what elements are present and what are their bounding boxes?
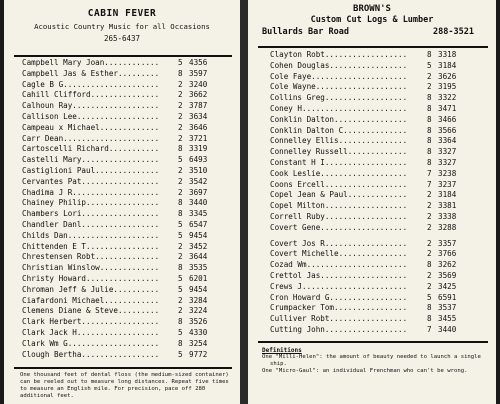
listing-number: 3697 bbox=[189, 187, 208, 197]
listing-number: 3184 bbox=[438, 60, 457, 70]
listing-number: 9454 bbox=[189, 230, 208, 240]
listing-prefix-code: 2 bbox=[427, 211, 432, 221]
listing-row bbox=[248, 260, 496, 271]
listing-name: Covert Michelle............... bbox=[270, 249, 408, 259]
listing-number: 3662 bbox=[189, 90, 208, 100]
listing-name: Calhoun Ray................... bbox=[22, 101, 160, 111]
listing-name: Cole Wayne.................... bbox=[270, 82, 408, 92]
listing-prefix-code: 8 bbox=[178, 198, 183, 208]
listing-name: Copel Milton.................. bbox=[270, 201, 408, 211]
listing-prefix-code: 2 bbox=[427, 201, 432, 211]
listing-number: 3597 bbox=[189, 68, 208, 78]
listing-name: Crumpacker Tom................ bbox=[270, 303, 408, 313]
listing-name: Cohen Douglas................. bbox=[270, 60, 408, 70]
listing-prefix-code: 8 bbox=[178, 263, 183, 273]
listing-row bbox=[248, 61, 496, 72]
listing-row bbox=[248, 303, 496, 314]
listing-row bbox=[4, 90, 240, 101]
listing-number: 3766 bbox=[438, 249, 457, 259]
listing-prefix-code: 2 bbox=[178, 176, 183, 186]
listing-name: Childs Dan.................... bbox=[22, 230, 160, 240]
listing-name: Campbell Jas & Esther......... bbox=[22, 68, 160, 78]
listing-prefix-code: 8 bbox=[427, 114, 432, 124]
listing-name: Clayton Robt.................. bbox=[270, 50, 408, 59]
listing-name: Christy Howard................ bbox=[22, 273, 160, 283]
listing-prefix-code: 2 bbox=[178, 306, 183, 316]
listing-row bbox=[248, 282, 496, 293]
listing-number: 3634 bbox=[189, 111, 208, 121]
listing-row bbox=[4, 242, 240, 253]
listing-number: 6591 bbox=[438, 292, 457, 302]
listing-prefix-code: 5 bbox=[427, 60, 432, 70]
listing-row bbox=[248, 223, 496, 234]
listing-number: 3452 bbox=[189, 241, 208, 251]
listing-number: 3288 bbox=[438, 222, 457, 232]
listing-name: Ciafardoni Michael............ bbox=[22, 295, 160, 305]
listing-number: 3644 bbox=[189, 252, 208, 262]
listing-row bbox=[4, 177, 240, 188]
ad-tagline: Custom Cut Logs & Lumber bbox=[310, 15, 434, 25]
listing-name: Clark Herbert................. bbox=[22, 317, 160, 327]
listing-row bbox=[248, 82, 496, 93]
listing-row bbox=[248, 180, 496, 191]
listing-row bbox=[4, 188, 240, 199]
listing-row bbox=[4, 263, 240, 274]
listing-prefix-code: 2 bbox=[427, 281, 432, 291]
listing-row bbox=[248, 201, 496, 212]
listing-row bbox=[248, 169, 496, 180]
divider bbox=[258, 341, 488, 343]
listing-number: 3237 bbox=[438, 179, 457, 189]
listing-number: 3626 bbox=[438, 71, 457, 81]
listing-number: 3510 bbox=[189, 165, 208, 175]
listing-number: 3569 bbox=[438, 270, 457, 280]
ad-address: Bullards Bar Road bbox=[262, 27, 349, 37]
listing-prefix-code: 8 bbox=[178, 209, 183, 219]
listing-row bbox=[4, 252, 240, 263]
listing-prefix-code: 8 bbox=[427, 314, 432, 324]
listing-number: 3526 bbox=[189, 317, 208, 327]
listing-name: Chittenden E T................ bbox=[22, 241, 160, 251]
listing-name: Conklin Dalton C.............. bbox=[270, 125, 408, 135]
listing-number: 3254 bbox=[189, 338, 208, 348]
browns-ad bbox=[248, 4, 496, 37]
listing-prefix-code: 8 bbox=[178, 317, 183, 327]
listing-row bbox=[248, 293, 496, 304]
listing-prefix-code: 8 bbox=[178, 68, 183, 78]
listing-name: Castiglioni Paul.............. bbox=[22, 165, 160, 175]
listing-name: Cron Howard G................. bbox=[270, 292, 408, 302]
listing-prefix-code: 2 bbox=[178, 111, 183, 121]
listing-row bbox=[248, 212, 496, 223]
listing-name: Cook Leslie................... bbox=[270, 168, 408, 178]
listing-row bbox=[4, 58, 240, 69]
listing-row bbox=[248, 72, 496, 83]
listing-row bbox=[248, 136, 496, 147]
listing-number: 9454 bbox=[189, 284, 208, 294]
listing-row bbox=[4, 166, 240, 177]
definitions-heading: Definitions bbox=[262, 347, 302, 354]
listing-name: Cervantes Pat................. bbox=[22, 176, 160, 186]
listing-prefix-code: 5 bbox=[178, 273, 183, 283]
listing-prefix-code: 2 bbox=[427, 238, 432, 248]
listing-row bbox=[248, 50, 496, 61]
listing-row bbox=[4, 144, 240, 155]
listing-number: 3322 bbox=[438, 93, 457, 103]
listing-number: 3425 bbox=[438, 281, 457, 291]
listing-number: 3566 bbox=[438, 125, 457, 135]
listing-name: Cagle B G..................... bbox=[22, 79, 160, 89]
listing-prefix-code: 8 bbox=[178, 144, 183, 154]
listing-number: 3440 bbox=[189, 198, 208, 208]
listing-number: 3646 bbox=[189, 122, 208, 132]
listing-number: 3338 bbox=[438, 211, 457, 221]
listing-row bbox=[248, 325, 496, 336]
listing-prefix-code: 8 bbox=[427, 147, 432, 157]
listing-name: Cartoscelli Richard........... bbox=[22, 144, 160, 154]
listing-name: Coons Ercell.................. bbox=[270, 179, 408, 189]
listing-row bbox=[4, 155, 240, 166]
listing-prefix-code: 2 bbox=[178, 241, 183, 251]
listing-number: 6493 bbox=[189, 155, 208, 165]
listing-prefix-code: 8 bbox=[427, 50, 432, 59]
listing-prefix-code: 2 bbox=[178, 101, 183, 111]
listing-prefix-code: 2 bbox=[427, 82, 432, 92]
listing-prefix-code: 7 bbox=[427, 168, 432, 178]
listing-row bbox=[248, 190, 496, 201]
listing-prefix-code: 2 bbox=[178, 187, 183, 197]
listing-number: 3345 bbox=[189, 209, 208, 219]
listing-prefix-code: 8 bbox=[178, 338, 183, 348]
listing-prefix-code: 7 bbox=[427, 179, 432, 189]
listing-row bbox=[4, 123, 240, 134]
listing-number: 3535 bbox=[189, 263, 208, 273]
listing-number: 4330 bbox=[189, 327, 208, 337]
listing-name: Crews J....................... bbox=[270, 281, 408, 291]
listing-number: 9772 bbox=[189, 349, 208, 359]
listing-name: Clark Wm G.................... bbox=[22, 338, 160, 348]
listing-number: 3381 bbox=[438, 201, 457, 211]
listing-name: Cahill Clifford............... bbox=[22, 90, 160, 100]
listing-prefix-code: 2 bbox=[178, 252, 183, 262]
listing-prefix-code: 8 bbox=[427, 303, 432, 313]
listing-number: 3721 bbox=[189, 133, 208, 143]
listing-name: Covert Gene................... bbox=[270, 222, 408, 232]
divider bbox=[14, 55, 232, 57]
listing-number: 3284 bbox=[189, 295, 208, 305]
listing-row bbox=[4, 134, 240, 145]
listing-prefix-code: 2 bbox=[178, 90, 183, 100]
listing-name: Correll Ruby.................. bbox=[270, 211, 408, 221]
listing-number: 3466 bbox=[438, 114, 457, 124]
listing-row bbox=[4, 296, 240, 307]
listing-row bbox=[4, 350, 240, 361]
book-gutter bbox=[240, 0, 248, 404]
listing-row bbox=[4, 328, 240, 339]
listing-name: Conklin Dalton................ bbox=[270, 114, 408, 124]
listing-number: 3471 bbox=[438, 103, 457, 113]
listing-prefix-code: 2 bbox=[178, 133, 183, 143]
listing-prefix-code: 2 bbox=[178, 79, 183, 89]
listing-name: Clark Jack H.................. bbox=[22, 327, 160, 337]
listing-prefix-code: 2 bbox=[178, 122, 183, 132]
listing-row bbox=[248, 126, 496, 137]
listing-name: Connelley Ellis............... bbox=[270, 136, 408, 146]
listing-prefix-code: 8 bbox=[427, 157, 432, 167]
listing-row bbox=[4, 80, 240, 91]
listing-name: Callison Lee.................. bbox=[22, 111, 160, 121]
listing-number: 3542 bbox=[189, 176, 208, 186]
listing-number: 4356 bbox=[189, 58, 208, 67]
listing-name: Copel Jean & Paul............. bbox=[270, 190, 408, 200]
listing-number: 3319 bbox=[189, 144, 208, 154]
listing-number: 6201 bbox=[189, 273, 208, 283]
listing-number: 6547 bbox=[189, 219, 208, 229]
listing-prefix-code: 2 bbox=[427, 71, 432, 81]
listing-name: Chrestensen Robt.............. bbox=[22, 252, 160, 262]
listing-prefix-code: 8 bbox=[427, 93, 432, 103]
listing-prefix-code: 2 bbox=[427, 222, 432, 232]
listing-prefix-code: 2 bbox=[178, 295, 183, 305]
listing-row bbox=[248, 158, 496, 169]
listing-row bbox=[248, 93, 496, 104]
listing-name: Campeau x Michael............. bbox=[22, 122, 160, 132]
listing-prefix-code: 5 bbox=[178, 155, 183, 165]
listing-number: 3327 bbox=[438, 157, 457, 167]
listing-row bbox=[4, 112, 240, 123]
listing-row bbox=[248, 147, 496, 158]
listing-row bbox=[248, 314, 496, 325]
listing-row bbox=[248, 249, 496, 260]
listing-row bbox=[4, 274, 240, 285]
listing-prefix-code: 5 bbox=[178, 230, 183, 240]
listing-row bbox=[248, 239, 496, 250]
ad-tagline: Acoustic Country Music for all Occasions bbox=[34, 22, 210, 31]
listing-name: Chadima J R................... bbox=[22, 187, 160, 197]
listing-name: Chambers Lori................. bbox=[22, 209, 160, 219]
listing-name: Coney H....................... bbox=[270, 103, 408, 113]
left-page bbox=[4, 0, 240, 404]
listing-name: Cutting John.................. bbox=[270, 324, 408, 334]
listing-name: Clemens Diane & Steve......... bbox=[22, 306, 160, 316]
definition-item: One "Micro-Gaul": an individual Frenchman who can't be wrong. bbox=[262, 368, 468, 374]
listing-prefix-code: 2 bbox=[427, 270, 432, 280]
listing-name: Covert Jos R.................. bbox=[270, 238, 408, 248]
listing-name: Connelley Russell............. bbox=[270, 147, 408, 157]
listing-name: Campbell Mary Joan............ bbox=[22, 58, 160, 67]
listing-prefix-code: 5 bbox=[427, 292, 432, 302]
listing-name: Cozad Wm...................... bbox=[270, 260, 408, 270]
listing-prefix-code: 8 bbox=[427, 136, 432, 146]
listing-name: Constant H I.................. bbox=[270, 157, 408, 167]
listing-row bbox=[4, 317, 240, 328]
listing-row bbox=[4, 209, 240, 220]
listing-name: Collins Greg.................. bbox=[270, 93, 408, 103]
divider bbox=[14, 367, 232, 369]
dental-floss-note: One thousand feet of dental floss (the medium-sized container) can be reeled out to measure long distances. Repeat five times to measure an English mile. For precision, pace off 280 additional feet. bbox=[20, 372, 229, 399]
ad-phone: 265-6437 bbox=[103, 34, 141, 43]
listing-name: Culliver Robt................. bbox=[270, 314, 408, 324]
listing-row bbox=[248, 271, 496, 282]
listing-name: Cole Faye..................... bbox=[270, 71, 408, 81]
listing-prefix-code: 2 bbox=[427, 190, 432, 200]
listing-prefix-code: 5 bbox=[178, 58, 183, 67]
listing-number: 3318 bbox=[438, 50, 457, 59]
listing-prefix-code: 8 bbox=[427, 125, 432, 135]
listing-prefix-code: 7 bbox=[427, 324, 432, 334]
listing-row bbox=[4, 198, 240, 209]
listing-row bbox=[4, 339, 240, 350]
listing-number: 3364 bbox=[438, 136, 457, 146]
listing-number: 3787 bbox=[189, 101, 208, 111]
listing-number: 3357 bbox=[438, 238, 457, 248]
listing-row bbox=[4, 306, 240, 317]
listing-prefix-code: 5 bbox=[178, 349, 183, 359]
listing-row bbox=[248, 104, 496, 115]
listing-name: Clough Bertha................. bbox=[22, 349, 160, 359]
listing-row bbox=[4, 231, 240, 242]
listing-row bbox=[4, 69, 240, 80]
listing-number: 3195 bbox=[438, 82, 457, 92]
listing-number: 3537 bbox=[438, 303, 457, 313]
listing-name: Castelli Mary................. bbox=[22, 155, 160, 165]
ad-phone: 288-3521 bbox=[433, 27, 474, 37]
listing-prefix-code: 2 bbox=[427, 249, 432, 259]
listing-name: Chainey Philip................ bbox=[22, 198, 160, 208]
right-page bbox=[248, 0, 496, 404]
ad-address-line bbox=[248, 27, 496, 37]
listing-number: 3184 bbox=[438, 190, 457, 200]
listing-number: 3327 bbox=[438, 147, 457, 157]
listing-row bbox=[4, 285, 240, 296]
listing-prefix-code: 8 bbox=[427, 103, 432, 113]
divider bbox=[258, 46, 488, 48]
listing-row bbox=[248, 115, 496, 126]
listing-name: Christian Winslow............. bbox=[22, 263, 160, 273]
listing-number: 3440 bbox=[438, 324, 457, 334]
listing-prefix-code: 5 bbox=[178, 219, 183, 229]
listing-number: 3238 bbox=[438, 168, 457, 178]
ad-title: CABIN FEVER bbox=[87, 8, 157, 19]
listing-row bbox=[4, 101, 240, 112]
listing-column-left bbox=[4, 58, 240, 360]
definitions-box bbox=[262, 347, 488, 375]
listing-prefix-code: 5 bbox=[178, 327, 183, 337]
listing-number: 3240 bbox=[189, 79, 208, 89]
ad-title: BROWN'S bbox=[353, 4, 391, 14]
cabin-fever-ad bbox=[4, 8, 240, 43]
listing-number: 3455 bbox=[438, 314, 457, 324]
listing-name: Carr Dean..................... bbox=[22, 133, 160, 143]
listing-prefix-code: 2 bbox=[178, 165, 183, 175]
listing-column-right bbox=[248, 50, 496, 336]
definition-item: One "Milli-Helen": the amount of beauty needed to launch a single ship. bbox=[262, 354, 481, 367]
listing-name: Chandler Danl................. bbox=[22, 219, 160, 229]
listing-prefix-code: 8 bbox=[427, 260, 432, 270]
listing-number: 3262 bbox=[438, 260, 457, 270]
listing-name: Crettol Jas................... bbox=[270, 270, 408, 280]
listing-prefix-code: 5 bbox=[178, 284, 183, 294]
listing-number: 3224 bbox=[189, 306, 208, 316]
listing-row bbox=[4, 220, 240, 231]
listing-name: Chroman Jeff & Julie.......... bbox=[22, 284, 160, 294]
